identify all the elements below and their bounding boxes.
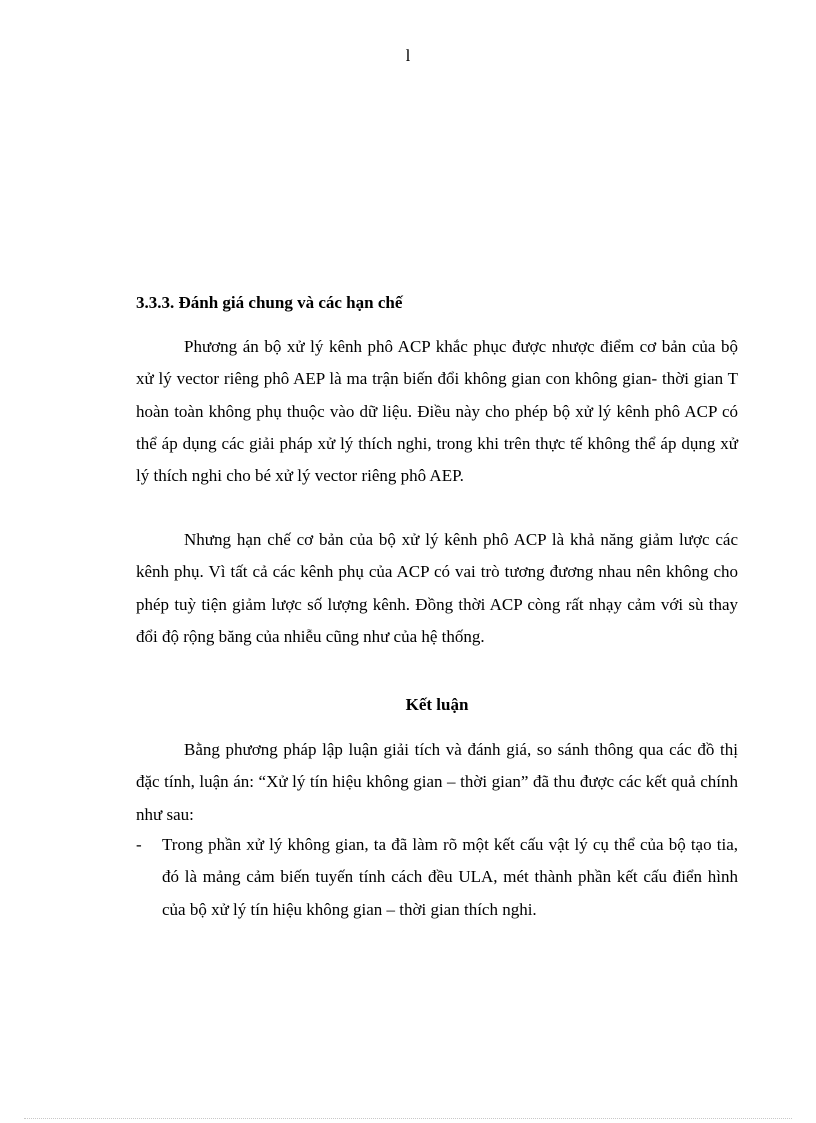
paragraph-advantages: Phương án bộ xử lý kênh phô ACP khắc phục được nhược điểm cơ bản của bộ xử lý vector riêng phô AEP là ma trận biến đổi không gian con không gian- thời gian T hoàn toàn không phụ thuộc vào dữ liệu. Điều này cho phép bộ xử lý kênh phô ACP có thể áp dụng các giải pháp xử lý thích nghi, trong khi trên thực tế không thể áp dụng xử lý thích nghi cho bé xử lý vector riêng phô AEP. — [136, 337, 738, 486]
bullet-marker: - — [136, 835, 142, 854]
paragraph-limitations: Nhưng hạn chế cơ bản của bộ xử lý kênh phô ACP là khả năng giảm lược các kênh phụ. Vì tất cả các kênh phụ của ACP có vai trò tương đương nhau nên không cho phép tuỳ tiện giảm lược số lượng kênh. Đồng thời ACP còng rất nhạy cảm với sù thay đổi độ rộng băng của nhiễu cũng như của hệ thống. — [136, 530, 738, 646]
page-number: l — [405, 46, 411, 65]
section-heading: 3.3.3. Đánh giá chung và các hạn chế — [136, 293, 403, 312]
conclusion-title: Kết luận — [405, 695, 469, 714]
page-bottom-divider — [24, 1118, 792, 1119]
conclusion-intro: Bằng phương pháp lập luận giải tích và đánh giá, so sánh thông qua các đồ thị đặc tính, luận án: “Xử lý tín hiệu không gian – thời gian” đã thu được các kết quả chính như sau: — [136, 740, 738, 824]
bullet-text: Trong phần xử lý không gian, ta đã làm rõ một kết cấu vật lý cụ thể của bộ tạo tia, đó là mảng cảm biến tuyến tính cách đều ULA, mét thành phần kết cấu điển hình của bộ xử lý tín hiệu không gian – thời gian thích nghi. — [162, 835, 738, 919]
